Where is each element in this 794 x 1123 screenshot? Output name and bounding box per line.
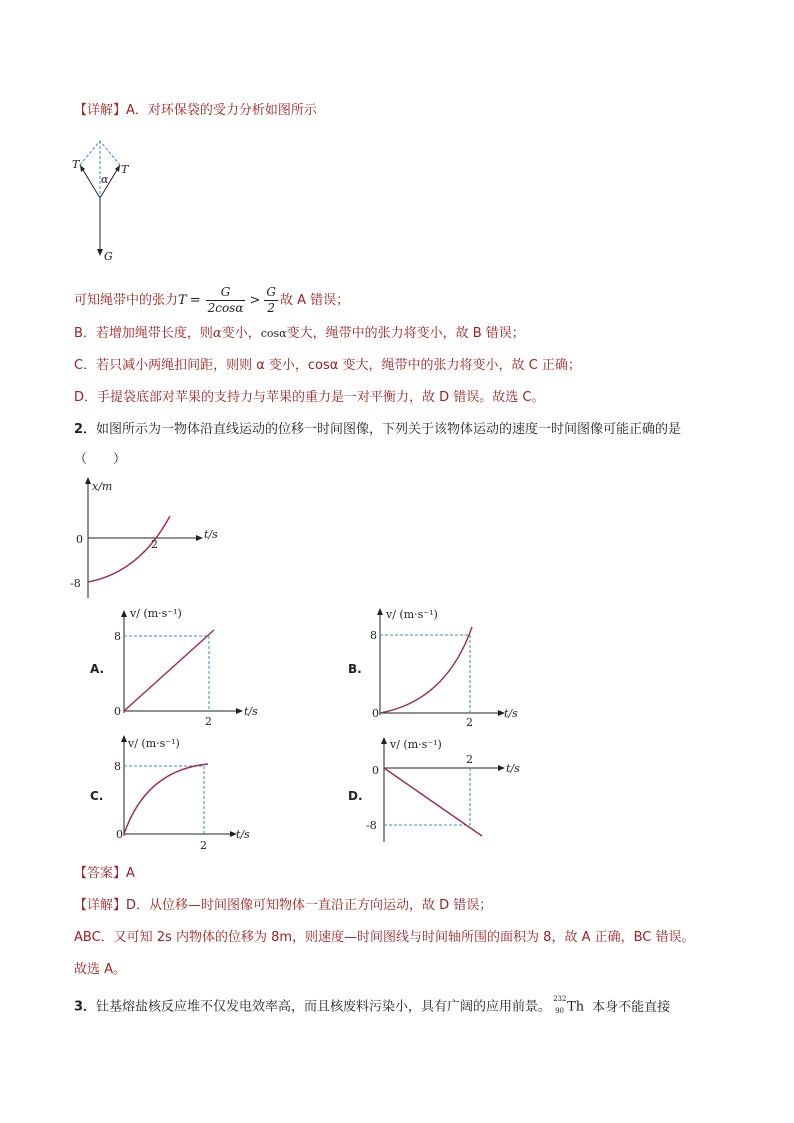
choice-b-letter[interactable]: B.: [348, 662, 362, 676]
choice-b-curve: [380, 627, 472, 713]
answer-line: [74, 865, 135, 883]
choice-a-y8: 8: [114, 630, 121, 643]
label-T-left: T: [72, 158, 80, 171]
option-b-alpha: α: [212, 326, 222, 341]
choice-b-x2: 2: [466, 716, 473, 729]
choice-b-zero: 0: [372, 707, 379, 720]
tension-symbol: T: [178, 293, 187, 308]
choice-b-ylabel: v/ (m·s⁻¹): [386, 608, 438, 621]
choice-d-x2: 2: [466, 753, 473, 766]
choice-b-graph[interactable]: [366, 605, 536, 729]
nuclide-mass: 232: [553, 995, 567, 1003]
choice-b-xlabel: t/s: [504, 707, 518, 720]
option-b-cos: cosα: [260, 327, 287, 340]
choice-c-x2: 2: [200, 839, 207, 852]
question-2-line: [74, 421, 681, 439]
choice-d-graph[interactable]: [366, 732, 536, 852]
option-b-line: [74, 325, 525, 343]
xt-xlabel: t/s: [204, 528, 218, 541]
question-2-number: 2．: [74, 422, 97, 437]
option-b-p2: 变小，: [221, 326, 261, 341]
tension-prefix: 可知绳带中的张力: [74, 293, 179, 308]
choice-b-y8: 8: [370, 629, 377, 642]
analysis-2-line-2: ABC．又可知 2s 内物体的位移为 8m，则速度—时间图线与时间轴所围的面积为 8，故 A 正确，BC 错误。: [74, 930, 695, 945]
option-c-line: C．若只减小两绳扣间距，则则 α 变小，cosα 变大，绳带中的张力将变小，故 C 正确；: [74, 358, 581, 373]
force-diagram-arrows: [80, 141, 120, 256]
label-T-right: T: [121, 163, 129, 176]
question-3-tail: 本身不能直接: [592, 999, 671, 1015]
choice-d-ylabel: v/ (m·s⁻¹): [390, 738, 442, 751]
fraction-2: [264, 285, 278, 316]
tension-line: [74, 285, 349, 317]
fraction-2-num: G: [266, 285, 276, 299]
tension-suffix: 故 A 错误；: [279, 293, 350, 308]
fraction-2-den: 2: [267, 301, 275, 315]
choice-c-curve: [124, 764, 208, 834]
xt-ylabel: x/m: [92, 480, 113, 493]
choice-c-xlabel: t/s: [236, 828, 250, 841]
nuclide-atomic: 90: [555, 1007, 564, 1015]
answer-tag: 【答案】: [74, 866, 127, 881]
answer-value: A: [126, 866, 135, 881]
analysis-2-text-1: D．从位移—时间图像可知物体一直沿正方向运动，故 D 错误；: [126, 898, 493, 913]
analysis-1-line: [74, 102, 317, 120]
choice-c-letter[interactable]: C.: [90, 789, 104, 803]
choice-a-letter[interactable]: A.: [90, 662, 105, 676]
label-G: G: [104, 250, 113, 263]
label-alpha: α: [101, 173, 109, 186]
equals-sign: =: [189, 293, 201, 308]
option-b-p1: B．若增加绳带长度，则: [74, 326, 213, 341]
question-2-paren: （ ）: [74, 452, 127, 467]
nuclide-notation: [553, 997, 565, 1017]
greater-sign: >: [249, 293, 261, 308]
option-d-line: D．手提袋底部对苹果的支持力与苹果的重力是一对平衡力，故 D 错误。故选 C。: [74, 390, 545, 405]
choice-c-graph[interactable]: [110, 732, 280, 852]
choice-a-x2: 2: [205, 715, 212, 728]
analysis-tag: 【详解】: [74, 103, 127, 118]
analysis-2-tag: 【详解】: [74, 898, 127, 913]
choice-a-graph[interactable]: [110, 605, 280, 728]
option-b-p3: 变大，绳带中的张力将变小，故 B 错误；: [286, 326, 525, 341]
choice-d-letter[interactable]: D.: [348, 789, 363, 803]
analysis-2-line-3: 故选 A。: [74, 962, 127, 977]
choice-a-xlabel: t/s: [244, 705, 258, 718]
xt-tick-two: 2: [151, 538, 158, 551]
choice-a-zero: 0: [114, 705, 121, 718]
xt-tick-zero: 0: [76, 533, 83, 546]
analysis-1-text: A．对环保袋的受力分析如图所示: [126, 103, 317, 118]
xt-tick-neg8: -8: [70, 577, 81, 590]
fraction-1: [206, 285, 246, 316]
question-3-text: 钍基熔盐核反应堆不仅发电效率高，而且核废料污染小，具有广阔的应用前景。: [96, 999, 552, 1015]
choice-c-y8: 8: [114, 760, 121, 773]
analysis-2-line-1: [74, 897, 492, 915]
fraction-1-num: G: [206, 285, 246, 301]
question-2-text: 如图所示为一物体沿直线运动的位移一时间图像，下列关于该物体运动的速度一时间图像可能正确的是: [96, 422, 682, 437]
choice-d-xlabel: t/s: [506, 762, 520, 775]
nuclide-symbol: Th: [567, 999, 585, 1015]
choice-a-ylabel: v/ (m·s⁻¹): [130, 607, 182, 620]
choice-a-curve: [124, 630, 214, 711]
force-diagram: [68, 138, 148, 268]
question-3-line: [74, 997, 670, 1017]
choice-d-curve: [384, 768, 482, 836]
choice-c-ylabel: v/ (m·s⁻¹): [128, 737, 180, 750]
choice-d-y8: -8: [366, 819, 377, 832]
question-3-number: 3．: [74, 999, 97, 1015]
xt-graph: [70, 476, 230, 606]
choice-d-zero: 0: [372, 764, 379, 777]
choice-c-zero: 0: [116, 828, 123, 841]
fraction-1-den: 2cosα: [207, 301, 244, 315]
